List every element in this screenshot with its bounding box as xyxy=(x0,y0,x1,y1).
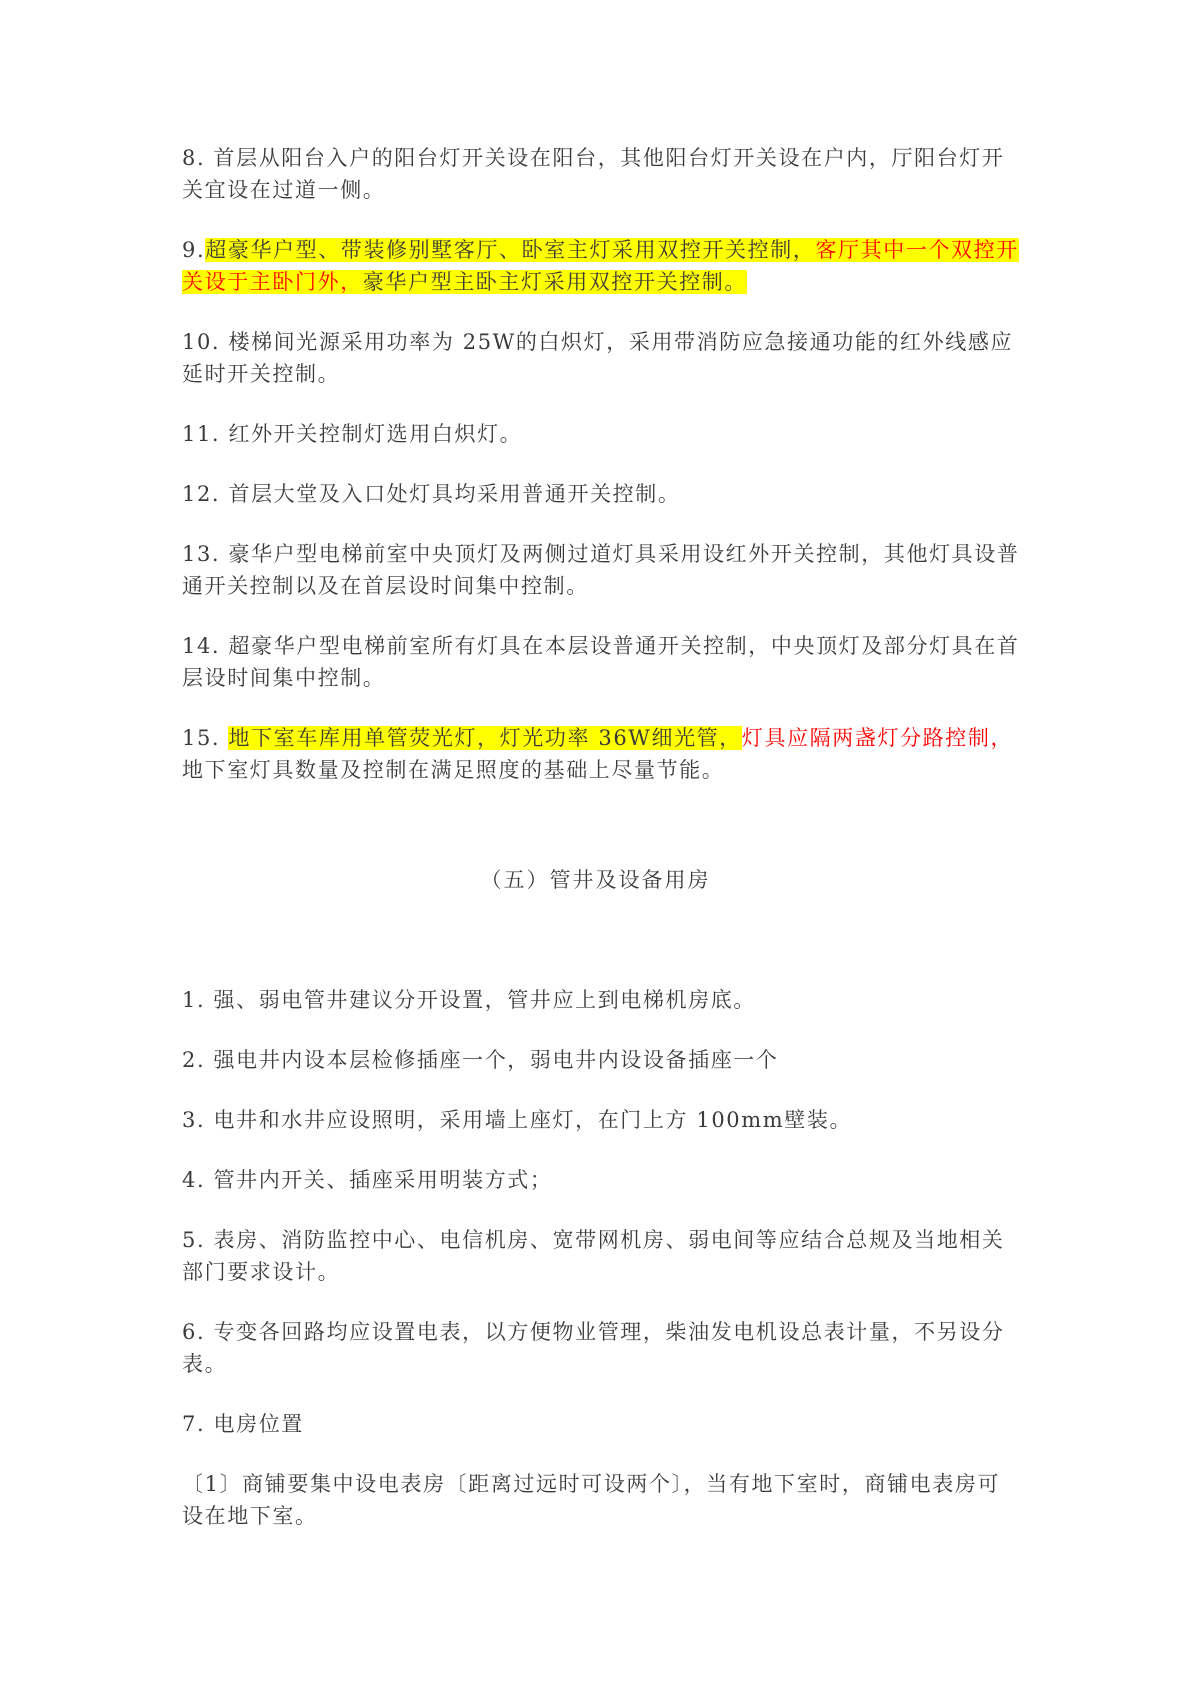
item-15-garage-light xyxy=(182,722,1020,786)
item-10-stairwell-light: 10. 楼梯间光源采用功率为 25W的白炽灯，采用带消防应急接通功能的红外线感应延时开关控制。 xyxy=(182,330,1014,386)
section-heading: （五）管井及设备用房 xyxy=(480,868,711,892)
shaft-item-2: 2. 强电井内设本层检修插座一个，弱电井内设设备插座一个 xyxy=(182,1048,779,1072)
shaft-item-5: 5. 表房、消防监控中心、电信机房、宽带网机房、弱电间等应结合总规及当地相关部门要求设计。 xyxy=(182,1228,1005,1284)
shaft-item-7-1: 〔1〕商铺要集中设电表房〔距离过远时可设两个〕，当有地下室时，商铺电表房可设在地下室。 xyxy=(182,1472,1001,1528)
item-11-infrared-switch-light: 11. 红外开关控制灯选用白炽灯。 xyxy=(182,422,523,446)
item-12-lobby-light: 12. 首层大堂及入口处灯具均采用普通开关控制。 xyxy=(182,482,681,506)
shaft-item-6: 6. 专变各回路均应设置电表，以方便物业管理，柴油发电机设总表计量，不另设分表。 xyxy=(182,1320,1005,1376)
item-8-balcony-light-switch: 8. 首层从阳台入户的阳台灯开关设在阳台，其他阳台灯开关设在户内，厅阳台灯开关宜设在过道一侧。 xyxy=(182,146,1005,202)
item-14-elevator-lobby-control: 14. 超豪华户型电梯前室所有灯具在本层设普通开关控制，中央顶灯及部分灯具在首层设时间集中控制。 xyxy=(182,634,1020,690)
item-15-number: 15. xyxy=(182,726,229,750)
shaft-item-4: 4. 管井内开关、插座采用明装方式； xyxy=(182,1168,553,1192)
item-15-red-part: 灯具应隔两盏灯分路控制， xyxy=(741,726,1014,750)
shaft-item-1: 1. 强、弱电管井建议分开设置，管井应上到电梯机房底。 xyxy=(182,988,756,1012)
item-15-rest: 地下室灯具数量及控制在满足照度的基础上尽量节能。 xyxy=(182,758,725,782)
item-9-highlight-part-a: 超豪华户型、带装修别墅客厅、卧室主灯采用双控开关控制， xyxy=(205,238,816,262)
item-9-number: 9. xyxy=(182,238,206,262)
item-13-elevator-lobby-light: 13. 豪华户型电梯前室中央顶灯及两侧过道灯具采用设红外开关控制，其他灯具设普通开关控制以及在首层设时间集中控制。 xyxy=(182,542,1020,598)
item-9-highlight-red-part: 客厅其中一个双控开关设于主卧门外， xyxy=(182,238,1019,294)
shaft-item-7: 7. 电房位置 xyxy=(182,1412,304,1436)
item-9-highlight-part-c: 豪华户型主卧主灯采用双控开关控制。 xyxy=(362,270,748,294)
item-15-highlight-part: 地下室车库用单管荧光灯，灯光功率 36W细光管， xyxy=(228,726,742,750)
shaft-item-3: 3. 电井和水井应设照明，采用墙上座灯，在门上方 100mm壁装。 xyxy=(182,1108,853,1132)
item-9-dual-control-switch xyxy=(182,234,1020,298)
